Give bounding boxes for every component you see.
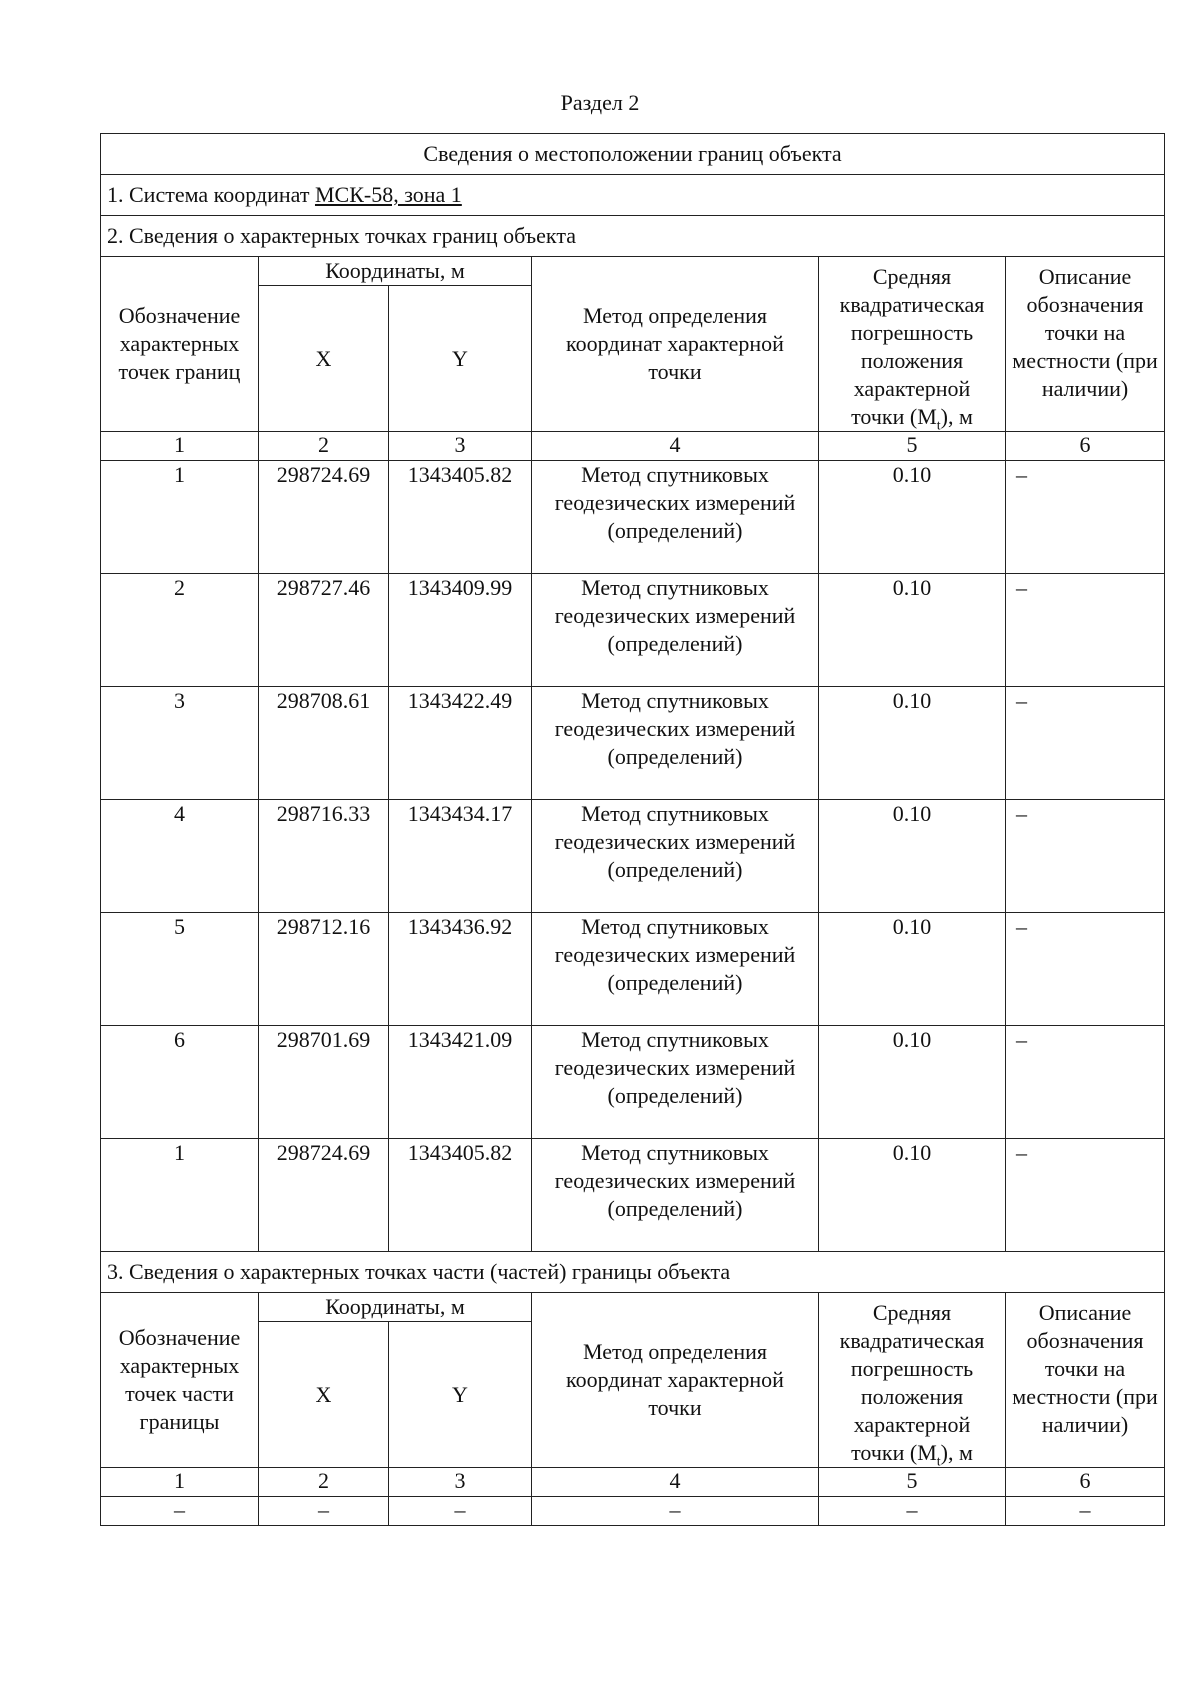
cell-x: 298708.61 <box>259 687 389 800</box>
coordinate-system-value: МСК-58, зона 1 <box>314 182 462 207</box>
cell-accuracy: 0.10 <box>819 687 1006 800</box>
table-row <box>101 461 1165 574</box>
cell-method: Метод спутниковых геодезических измерений (определений) <box>532 1139 819 1252</box>
coordinate-system-row <box>101 175 1165 216</box>
table-row <box>101 687 1165 800</box>
header-coordinates: Координаты, м <box>259 1293 532 1322</box>
column-numbers-row <box>101 1468 1165 1497</box>
page-heading: Раздел 2 <box>560 90 640 115</box>
cell-method: – <box>532 1497 819 1526</box>
cell-description: – <box>1006 461 1165 574</box>
cell-description: – <box>1006 574 1165 687</box>
cell-description: – <box>1006 1497 1165 1526</box>
cell-description: – <box>1006 1026 1165 1139</box>
boundary-table <box>100 133 1165 1526</box>
column-number: 2 <box>259 1468 389 1497</box>
cell-y: – <box>389 1497 532 1526</box>
header-description: Описание обозначения точки на местности (при наличии) <box>1006 1293 1165 1468</box>
cell-method: Метод спутниковых геодезических измерений (определений) <box>532 461 819 574</box>
header-method: Метод определения координат характерной точки <box>532 1293 819 1468</box>
cell-point: 1 <box>101 1139 259 1252</box>
column-number: 4 <box>532 432 819 461</box>
cell-x: 298701.69 <box>259 1026 389 1139</box>
coordinate-system-label: 1. Система координат <box>107 182 310 207</box>
header-method: Метод определения координат характерной точки <box>532 257 819 432</box>
cell-point: – <box>101 1497 259 1526</box>
cell-point: 4 <box>101 800 259 913</box>
header-x: X <box>259 1322 389 1468</box>
cell-x: 298724.69 <box>259 1139 389 1252</box>
table-row <box>101 1139 1165 1252</box>
cell-description: – <box>1006 1139 1165 1252</box>
table-row <box>101 574 1165 687</box>
column-number: 5 <box>819 1468 1006 1497</box>
header-y: Y <box>389 1322 532 1468</box>
column-number: 3 <box>389 432 532 461</box>
cell-accuracy: 0.10 <box>819 574 1006 687</box>
column-number: 6 <box>1006 432 1165 461</box>
column-number: 5 <box>819 432 1006 461</box>
column-number: 2 <box>259 432 389 461</box>
cell-y: 1343434.17 <box>389 800 532 913</box>
header-designation: Обозначение характерных точек границ <box>101 257 259 432</box>
cell-point: 3 <box>101 687 259 800</box>
cell-accuracy: 0.10 <box>819 913 1006 1026</box>
cell-accuracy: 0.10 <box>819 1026 1006 1139</box>
header-accuracy: Средняя квадратическая погрешность положения характерной точки $(M_t)$, м <box>819 1293 1006 1468</box>
column-number: 1 <box>101 432 259 461</box>
cell-description: – <box>1006 687 1165 800</box>
cell-x: 298716.33 <box>259 800 389 913</box>
cell-y: 1343405.82 <box>389 461 532 574</box>
cell-point: 1 <box>101 461 259 574</box>
cell-y: 1343421.09 <box>389 1026 532 1139</box>
column-numbers-row <box>101 432 1165 461</box>
cell-accuracy: 0.10 <box>819 1139 1006 1252</box>
cell-accuracy: 0.10 <box>819 800 1006 913</box>
cell-point: 6 <box>101 1026 259 1139</box>
cell-point: 2 <box>101 574 259 687</box>
table-row <box>101 1026 1165 1139</box>
cell-y: 1343436.92 <box>389 913 532 1026</box>
section3-title: 3. Сведения о характерных точках части (частей) границы объекта <box>101 1252 1165 1293</box>
cell-x: 298724.69 <box>259 461 389 574</box>
cell-method: Метод спутниковых геодезических измерений (определений) <box>532 687 819 800</box>
header-x: X <box>259 286 389 432</box>
cell-y: 1343405.82 <box>389 1139 532 1252</box>
table-row <box>101 800 1165 913</box>
header-y: Y <box>389 286 532 432</box>
header-coordinates: Координаты, м <box>259 257 532 286</box>
section2-title: 2. Сведения о характерных точках границ объекта <box>101 216 1165 257</box>
header-accuracy: Средняя квадратическая погрешность положения характерной точки $(M_t)$, м <box>819 257 1006 432</box>
cell-accuracy: – <box>819 1497 1006 1526</box>
cell-description: – <box>1006 913 1165 1026</box>
header-description: Описание обозначения точки на местности (при наличии) <box>1006 257 1165 432</box>
cell-x: 298712.16 <box>259 913 389 1026</box>
table-title: Сведения о местоположении границ объекта <box>101 134 1165 175</box>
cell-accuracy: 0.10 <box>819 461 1006 574</box>
cell-method: Метод спутниковых геодезических измерений (определений) <box>532 574 819 687</box>
cell-point: 5 <box>101 913 259 1026</box>
cell-y: 1343422.49 <box>389 687 532 800</box>
column-number: 6 <box>1006 1468 1165 1497</box>
table-row <box>101 913 1165 1026</box>
cell-x: – <box>259 1497 389 1526</box>
header-designation: Обозначение характерных точек части границы <box>101 1293 259 1468</box>
column-number: 1 <box>101 1468 259 1497</box>
cell-description: – <box>1006 800 1165 913</box>
cell-method: Метод спутниковых геодезических измерений (определений) <box>532 1026 819 1139</box>
cell-method: Метод спутниковых геодезических измерений (определений) <box>532 913 819 1026</box>
cell-x: 298727.46 <box>259 574 389 687</box>
cell-y: 1343409.99 <box>389 574 532 687</box>
column-number: 4 <box>532 1468 819 1497</box>
cell-method: Метод спутниковых геодезических измерений (определений) <box>532 800 819 913</box>
table-row <box>101 1497 1165 1526</box>
column-number: 3 <box>389 1468 532 1497</box>
